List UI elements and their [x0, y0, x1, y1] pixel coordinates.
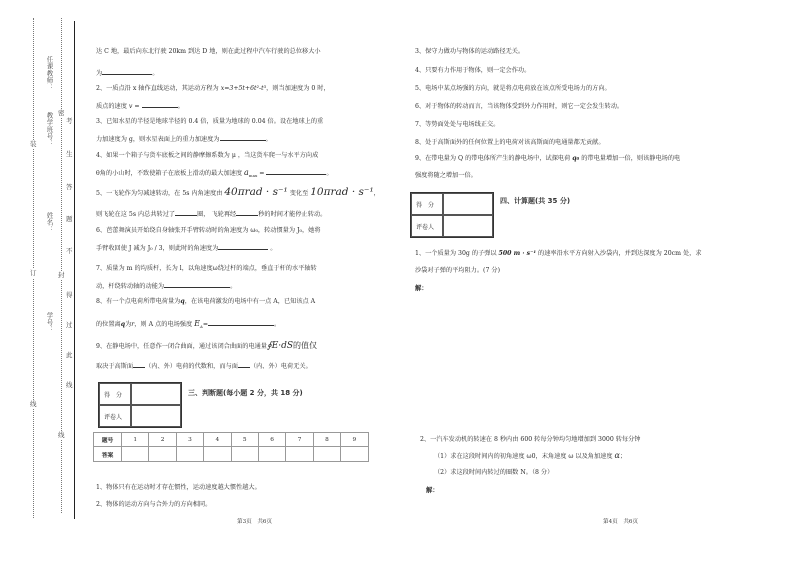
- judgment-item: 3、保守力做功与物体的运动路径无关。: [415, 48, 525, 55]
- q2-line2-prefix: 质点的速度: [96, 103, 129, 110]
- q8-line1: [96, 297, 315, 306]
- q3-prefix: 力加速度为 g，则水星表面上的重力加速度为: [96, 136, 220, 143]
- q5-line1: [96, 186, 380, 200]
- warning-char: 不: [66, 247, 73, 255]
- question-number: 6: [258, 433, 285, 447]
- q1-continuation-line1: 达 C 地，最后向东北行驶 20km 到达 D 地，则在此过程中汽车行驶的总位移大小: [96, 48, 321, 55]
- q4-prefix: θ角的小山时，不致使箱子在底板上滑动的最大加速度: [96, 170, 245, 177]
- q5-line2-b: 圈， 飞轮再经: [197, 211, 237, 218]
- section4-score-box: [410, 192, 494, 238]
- answer-cell[interactable]: [176, 447, 203, 462]
- q7-line1: 7、质量为 m 的均质杆，长为 l，以角速度ω绕过杆的端点，垂直于杆的水平轴转: [96, 265, 317, 272]
- calc2-part1-prefix: （1）求在这段时间内的初角速度 ω0，末角速度 ω 以及角加速度: [434, 453, 615, 460]
- q5-mid: 变化至: [287, 190, 311, 197]
- answer-cell[interactable]: [122, 447, 149, 462]
- calc1-solution-label: 解：: [415, 284, 428, 292]
- q4-line1: 4、如果一个箱子与货车底板之间的静摩擦系数为 μ ，当这货车爬一与水平方向成: [96, 152, 319, 159]
- answer-cell[interactable]: [286, 447, 313, 462]
- grader-cell[interactable]: [131, 405, 181, 427]
- q8-charge-var-2: q: [120, 321, 126, 328]
- q9-line2: [96, 361, 312, 371]
- grader-label: 评卷人: [411, 215, 443, 237]
- q5-initial-angular-velocity: 40πrad · s⁻¹: [224, 186, 288, 198]
- q3-answer-blank[interactable]: [220, 134, 266, 141]
- judgment-item: 4、只要有力作用于物体，则一定会作功。: [415, 67, 531, 74]
- section4-title: 四、计算题(共 35 分): [500, 197, 571, 205]
- q4-answer-blank[interactable]: [266, 168, 326, 175]
- q5-line2-c: 秒的时间才能停止转动。: [258, 211, 327, 218]
- question-number: 2: [149, 433, 176, 447]
- j9-test-charge-var: q₀: [572, 155, 580, 162]
- section3-title: 三、判断题(每小题 2 分，共 18 分): [188, 389, 303, 397]
- q4-subscript: max: [248, 173, 258, 179]
- question-number-row: [94, 433, 369, 447]
- q2-equation: x=3+5t+6t²-t³: [220, 85, 267, 92]
- answer-header: 答案: [94, 447, 122, 462]
- question-number: 9: [341, 433, 368, 447]
- judgment-item: 6、对于物体的转动而言，当该物体受到外力作用时，则它一定会发生转动。: [415, 103, 624, 110]
- name-label: 姓名：: [45, 212, 54, 233]
- judgment-item: 7、等势面处处与电场线正交。: [415, 121, 500, 128]
- q5-line2: [96, 209, 326, 219]
- warning-char: 得: [66, 291, 73, 299]
- judgment-item: 1、物体只有在运动时才存在惯性，运动速度越大惯性越大。: [96, 484, 261, 491]
- judgment-item-9-line2: 强度将随之增加一倍。: [415, 172, 477, 179]
- warning-char: 线: [66, 381, 73, 389]
- outer-binding-dotted-line: [33, 18, 34, 518]
- q5-line2-a: 则飞轮在这 5s 内总共转过了: [96, 211, 176, 218]
- warning-char: 答: [66, 183, 73, 191]
- q9-prefix: 9、在静电场中，任意作一闭合曲面，通过该闭合曲面的电通量: [96, 343, 267, 350]
- q5-final-angular-velocity: 10πrad · s⁻¹: [310, 186, 374, 198]
- question-number: 5: [231, 433, 258, 447]
- q5-turns-blank[interactable]: [175, 209, 197, 216]
- q3-suffix: 。: [265, 136, 272, 143]
- judgment-item: 5、电场中某点场强的方向，就是将点电荷放在该点所受电场力的方向。: [415, 85, 611, 92]
- q9-line2-c: （内、外）电荷无关。: [249, 363, 312, 370]
- calc2-solution-label: 解：: [426, 486, 439, 494]
- score-cell[interactable]: [131, 383, 181, 405]
- grader-cell[interactable]: [443, 215, 493, 237]
- q6-line1: 6、芭蕾舞演员开始绕自身轴张开手臂转动时的角速度为 ω₀，转动惯量为 J₀，她将: [96, 227, 321, 234]
- answer-row: [94, 447, 369, 462]
- calc1-speed: 500 m · s⁻¹: [498, 250, 537, 257]
- q1-suffix: 。: [152, 70, 159, 77]
- q2-line1: [96, 84, 330, 93]
- calc1-prefix: 1、一个质量为 30g 的子弹以: [415, 250, 499, 257]
- section3-score-box: [98, 382, 182, 428]
- inner-line-char: 封: [58, 271, 65, 279]
- q9-inside-blank[interactable]: [133, 361, 145, 368]
- answer-cell[interactable]: [258, 447, 285, 462]
- q7-prefix: 动，杆绕转动轴的动能为: [96, 283, 165, 290]
- q2-answer-blank[interactable]: [142, 101, 178, 108]
- question-number: 3: [176, 433, 203, 447]
- page-footer-left: 第3页 共6页: [237, 519, 273, 525]
- q5-seconds-blank[interactable]: [236, 209, 258, 216]
- q9-line2-a: 取决于高斯面: [96, 363, 134, 370]
- teacher-label: 任课教师：: [45, 56, 54, 91]
- question-number-header: 题号: [94, 433, 122, 447]
- answer-cell[interactable]: [231, 447, 258, 462]
- question-number: 8: [313, 433, 340, 447]
- q1-continuation-line2: [96, 68, 158, 78]
- q9-suffix: 的值仅: [293, 341, 318, 350]
- outer-line-char: 线: [30, 400, 37, 408]
- judgment-item-9-line1: [415, 154, 680, 163]
- calc-question-2-part1: [434, 451, 626, 461]
- q8-prefix: 8、有一个点电荷所带电荷量为: [96, 298, 181, 305]
- q8-line2-c: ，则 A 点的电场强度: [134, 321, 195, 328]
- q8-line2-a: 的位置离: [96, 321, 121, 328]
- outer-line-char: 装: [30, 140, 37, 148]
- q8-line2-b: 为: [125, 321, 132, 328]
- answer-cell[interactable]: [313, 447, 340, 462]
- score-label: 得 分: [411, 193, 443, 215]
- answer-cell[interactable]: [341, 447, 368, 462]
- q3-line1: 3、已知水星的半径是地球半径的 0.4 倍，质量为地球的 0.04 倍。设在地球上的重: [96, 118, 324, 125]
- q6-suffix: 。: [268, 245, 277, 252]
- calc2-part1-suffix: ；: [619, 453, 627, 460]
- q8-charge-var: q: [180, 298, 185, 305]
- grader-label: 评卷人: [99, 405, 131, 427]
- q8-subscript: A: [199, 324, 203, 330]
- score-label: 得 分: [99, 383, 131, 405]
- q8-line2: [96, 319, 280, 331]
- j9-suffix: 的带电量增加一倍，则该静电场的电: [579, 155, 681, 162]
- q6-answer-blank[interactable]: [218, 243, 268, 250]
- q9-outside-blank[interactable]: [238, 361, 250, 368]
- outer-line-char: 订: [30, 269, 37, 277]
- warning-char: 生: [66, 150, 73, 158]
- answer-cell[interactable]: [204, 447, 231, 462]
- class-number-label: 教学班号：: [45, 112, 54, 147]
- q9-flux-integral: ∮E·dS: [267, 341, 294, 351]
- q6-line2: [96, 243, 276, 253]
- q2-line2: [96, 101, 184, 111]
- q9-line2-b: （内、外）电荷的代数和，而与面: [145, 363, 238, 370]
- j9-prefix: 9、在带电量为 Q 的带电体所产生的静电场中，试探电荷: [415, 155, 573, 162]
- calc-question-2-part2: （2）求这段时间内转过的圈数 N。（8 分）: [434, 469, 554, 476]
- q8-field-var: E: [194, 319, 200, 328]
- q2-prefix: 2、一质点沿 x 轴作直线运动，其运动方程为: [96, 85, 221, 92]
- question-number: 4: [204, 433, 231, 447]
- q7-suffix: 。: [230, 283, 237, 290]
- q8-suffix2: 。: [274, 321, 281, 328]
- warning-char: 过: [66, 321, 73, 329]
- inner-line-char: 线: [58, 431, 65, 439]
- score-cell[interactable]: [443, 193, 493, 215]
- q5-prefix: 5、一飞轮作为匀减速转动，在 5s 内角速度由: [96, 190, 225, 197]
- calc2-alpha: α: [614, 451, 620, 460]
- judgment-item: 2、物体的运动方向与合外力的方向相同。: [96, 501, 212, 508]
- calc-question-2-line1: 2、一汽车发动机的转速在 8 秒内由 600 转每分钟均匀地增加到 3000 转每分钟: [420, 436, 641, 443]
- q1-answer-blank[interactable]: [102, 68, 152, 75]
- q8-equals: =: [202, 321, 209, 328]
- student-number-label: 学号：: [45, 312, 54, 333]
- warning-char: 题: [66, 215, 73, 223]
- warning-char: 考: [66, 117, 73, 125]
- question-number: 7: [286, 433, 313, 447]
- page-border-line: [74, 21, 75, 519]
- inner-line-char: 密: [58, 109, 65, 117]
- q6-prefix: 手臂收回使 J 减为 J₀ / 3，则此时的角速度为: [96, 245, 219, 252]
- calc-question-1-line2: 沙袋对子弹的平均阻力。(7 分): [415, 267, 500, 274]
- q8-answer-blank[interactable]: [208, 319, 274, 326]
- judgment-item: 8、处于高斯面外的任何位置上的电荷对该高斯面的电通量都无贡献。: [415, 139, 605, 146]
- q9-line1: [96, 340, 317, 353]
- q2-line2-suffix: 。: [177, 103, 184, 110]
- answer-cell[interactable]: [149, 447, 176, 462]
- q7-line2: [96, 281, 236, 291]
- q2-velocity-var: v =: [128, 103, 140, 110]
- q4-line2: [96, 168, 333, 180]
- q7-answer-blank[interactable]: [164, 281, 230, 288]
- q2-suffix: ，则当加速度为 0 时，: [266, 85, 330, 92]
- warning-char: 此: [66, 351, 73, 359]
- q4-equals: =: [257, 170, 267, 177]
- calc1-suffix: 的速率沿水平方向射入沙袋内，并到达深度为 20cm 处，求: [536, 250, 702, 257]
- q3-line2: [96, 134, 272, 144]
- q4-suffix: 。: [326, 170, 333, 177]
- question-number: 1: [122, 433, 149, 447]
- calc-question-1-line1: [415, 249, 702, 258]
- q8-suffix: ，在该电荷激发的电场中有一点 A，已知该点 A: [184, 298, 316, 305]
- q4-acceleration-var: a: [244, 168, 249, 177]
- q8-distance-var: r: [131, 321, 135, 328]
- q1-prefix: 为: [96, 70, 103, 77]
- page-footer-right: 第4页 共6页: [603, 519, 639, 525]
- judgment-answer-table: [93, 432, 369, 462]
- q5-suffix: ，: [373, 190, 380, 197]
